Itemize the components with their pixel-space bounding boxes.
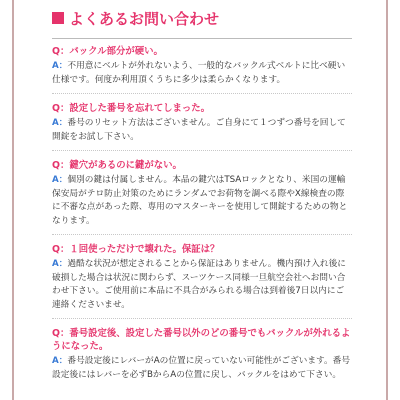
faq-item: [52, 45, 352, 87]
faq-item: [52, 102, 352, 144]
faq-answer: [52, 355, 352, 382]
a-label: A：: [52, 175, 68, 185]
right-border: [386, 0, 388, 400]
faq-answer: [52, 258, 352, 312]
faq-question: [52, 102, 352, 115]
question-text: 番号設定後、設定した番号以外のどの番号でもバックルが外れるようになった。: [52, 328, 351, 352]
a-label: A：: [52, 259, 68, 269]
q-label: Q：: [52, 160, 70, 171]
faq-separator: [52, 234, 352, 235]
q-label: Q：: [52, 46, 70, 57]
faq-heading: [52, 6, 352, 30]
faq-question: [52, 159, 352, 172]
answer-text: 過酷な状況が想定されることから保証はありません。機内預け入れ後に破損した場合は状況に関わらず、スーツケース同様一旦航空会社へお問い合わせ下さい。ご使用前に本品に不具合がみられる場合は到着後7日以内にご連絡くださいませ。: [52, 259, 346, 310]
faq-separator: [52, 93, 352, 94]
faq-answer: [52, 60, 352, 87]
heading-square-icon: [52, 12, 64, 24]
faq-question: [52, 45, 352, 58]
q-label: Q：: [52, 328, 70, 339]
faq-item: [52, 159, 352, 228]
left-border: [12, 0, 14, 400]
answer-text: 番号のリセット方法はございません。ご自身にて１つずつ番号を回して開錠をお試し下さい。: [52, 118, 346, 142]
question-text: バックル部分が硬い。: [69, 46, 163, 57]
faq-question: [52, 243, 352, 256]
a-label: A：: [52, 118, 68, 128]
faq-answer: [52, 117, 352, 144]
a-label: A：: [52, 356, 68, 366]
faq-item: [52, 243, 352, 312]
a-label: A：: [52, 61, 68, 71]
question-text: １回使っただけで壊れた。保証は？: [69, 244, 220, 255]
q-label: Q：: [52, 244, 70, 255]
answer-text: 不用意にベルトが外れないよう、一般的なバックル式ベルトに比べ硬い仕様です。何度か利用頂くうちに多少は柔らかくなります。: [52, 61, 346, 85]
question-text: 鍵穴があるのに鍵がない。: [69, 160, 182, 171]
answer-text: 個別の鍵は付属しません。本品の鍵穴はTSAロックとなり、米国の運輸保安局がテロ防止対策のためにランダムでお荷物を調べる際やX線検査の際に不審な点があった際、専用のマスターキーを使用して開錠するための物となります。: [52, 175, 348, 226]
faq-question: [52, 327, 352, 353]
faq-separator: [52, 318, 352, 319]
faq-separator: [52, 150, 352, 151]
faq-answer: [52, 174, 352, 228]
faq-section: [52, 6, 352, 382]
answer-text: 番号設定後にレバーがAの位置に戻っていない可能性がございます。番号設定後にはレバーを必ずBからAの位置に戻し、バックルをはめて下さい。: [52, 356, 351, 380]
heading-divider: [52, 38, 352, 39]
q-label: Q：: [52, 103, 70, 114]
question-text: 設定した番号を忘れてしまった。: [69, 103, 210, 114]
heading-title: よくあるお問い合わせ: [69, 9, 220, 28]
faq-item: [52, 327, 352, 382]
